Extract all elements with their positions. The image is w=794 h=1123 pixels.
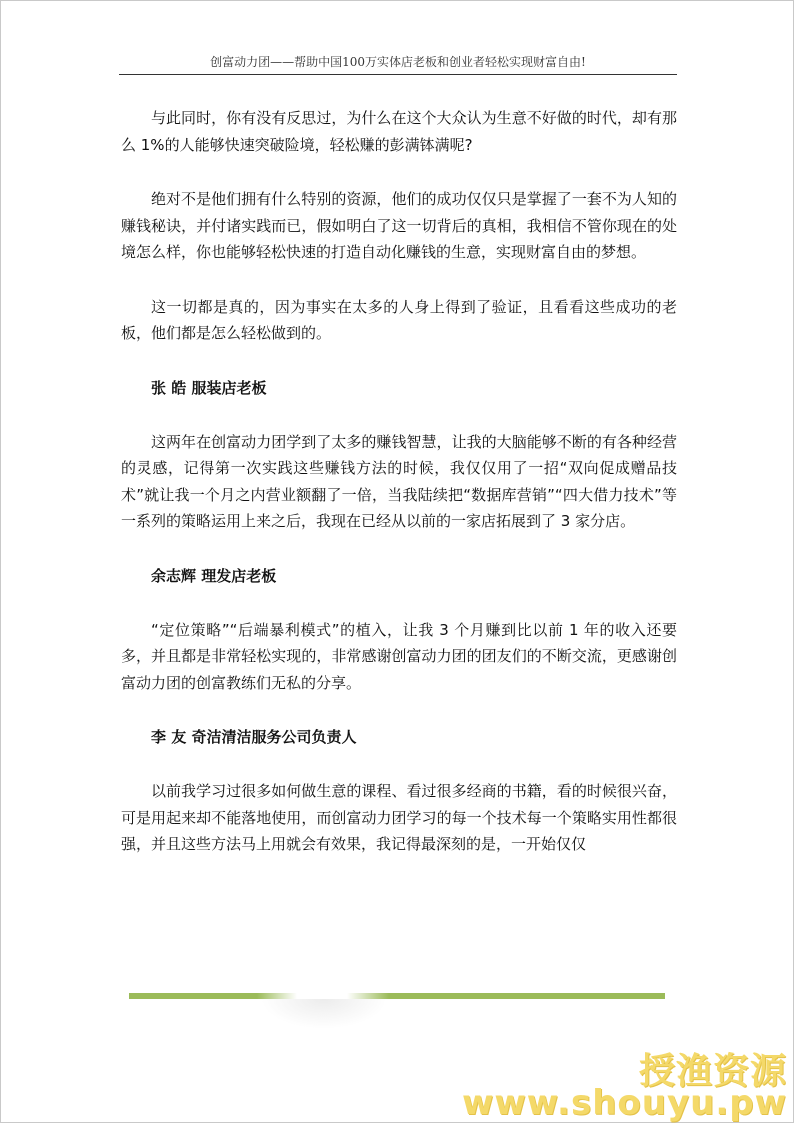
intro-paragraph-1: 与此同时，你有没有反思过，为什么在这个大众认为生意不好做的时代，却有那么 1%的人能够快速突破险境，轻松赚的彭满钵满呢? [121,109,677,154]
header-divider [119,74,677,75]
testimonial-name: 张 皓 服装店老板 [151,378,267,397]
page-header: 创富动力团——帮助中国100万实体店老板和创业者轻松实现财富自由! [210,55,586,69]
footer-decoration-fade [347,993,389,999]
testimonial-name: 李 友 奇洁清洁服务公司负责人 [151,728,357,746]
intro-paragraph-2: 绝对不是他们拥有什么特别的资源，他们的成功仅仅只是掌握了一套不为人知的赚钱秘诀，并付诸实践而已，假如明白了这一切背后的真相，我相信不管你现在的处境怎么样，你也能够轻松快速的打造自动化赚钱的生意，实现财富自由的梦想。 [121,190,677,261]
document-body [121,105,677,886]
testimonial-text: 以前我学习过很多如何做生意的课程、看过很多经商的书籍，看的时候很兴奋，可是用起来却不能落地使用，而创富动力团学习的每一个技术每一个策略实用性都很强，并且这些方法马上用就会有效果，我记得最深刻的是，一开始仅仅 [121,782,677,853]
testimonial-text: 这两年在创富动力团学到了太多的赚钱智慧，让我的大脑能够不断的有各种经营的灵感，记得第一次实践这些赚钱方法的时候，我仅仅用了一招“双向促成赠品技术”就让我一个月之内营业额翻了一倍，当我陆续把“数据库营销”“四大借力技术”等一系列的策略运用上来之后，我现在已经从以前的一家店拓展到了 3 家分店。 [121,432,677,530]
watermark-url: www.shouyu.pw [461,1083,787,1123]
intro-paragraph-3: 这一切都是真的，因为事实在太多的人身上得到了验证，且看看这些成功的老板，他们都是怎么轻松做到的。 [121,297,677,342]
footer-decoration-shadow [261,999,387,1029]
watermark-title: 授渔资源 [638,1051,787,1092]
footer-decoration-bar [129,993,257,999]
footer-decoration-bar [389,993,665,999]
testimonial-name: 余志辉 理发店老板 [151,566,277,585]
testimonial-text: “定位策略”“后端暴利模式”的植入，让我 3 个月赚到比以前 1 年的收入还要多，并且都是非常轻松实现的，非常感谢创富动力团的团友们的不断交流，更感谢创富动力团的创富教练们无私的分享。 [121,620,677,692]
